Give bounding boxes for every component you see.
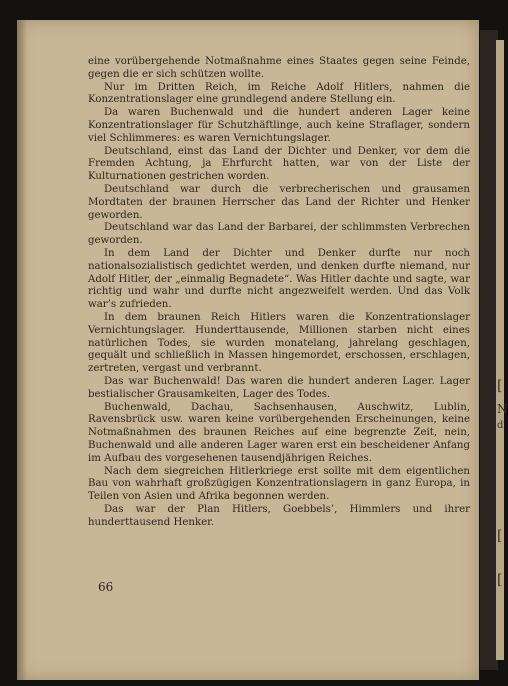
adjacent-page-glyph: [ [497,528,503,544]
paragraph: Das war Buchenwald! Das waren die hundert anderen Lager. Lager bestialischer Grausamkeiten, Lager des Todes. [88,375,470,400]
paragraph: Deutschland, einst das Land der Dichter und Denker, vor dem die Fremden Achtung, ja Ehrfurcht hatten, war von der Liste der Kulturnationen gestrichen worden. [88,145,470,183]
paragraph: Buchenwald, Dachau, Sachsenhausen, Auschwitz, Lublin, Ravensbrück usw. waren keine vorübergehenden Erscheinungen, keine Notmaßnahmen des braunen Reiches auf eine begrenzte Zeit, nein, Buchenwald und alle anderen Lager waren erst ein bescheidener Anfang im Aufbau des vorgesehenen tausendjährigen Reiches. [88,401,470,464]
adjacent-page-glyph: d [497,420,504,431]
paragraph: Deutschland war durch die verbrecherischen und grausamen Mordtaten der braunen Herrscher das Land der Richter und Henker geworden. [88,183,470,221]
paragraph: Nur im Dritten Reich, im Reiche Adolf Hitlers, nahmen die Konzentrationslager eine grundlegend andere Stellung ein. [88,81,470,106]
paragraph: Da waren Buchenwald und die hundert anderen Lager keine Konzentrationslager für Schutzhäftlinge, auch keine Straflager, sondern viel Schlimmeres: es waren Vernichtungslager. [88,107,470,144]
paragraph: In dem Land der Dichter und Denker durfte nur noch nationalsozialistisch gedichtet werden, und denken durfte niemand, nur Adolf Hitler, der „einmalig Begnadete“. Was Hitler dachte und sagte, war richtig und wahr und durfte nicht angezweifelt werden. Und das Volk war’s zufrieden. [88,247,470,311]
page-body-text [88,56,470,529]
paragraph: Das war der Plan Hitlers, Goebbels’, Himmlers und ihrer hunderttausend Henker. [88,503,470,528]
paragraph: Nach dem siegreichen Hitlerkriege erst sollte mit dem eigentlichen Bau von wahrhaft großzügigen Konzentrationslagern in ganz Europa, in Teilen von Asien und Afrika begonnen werden. [88,465,470,503]
adjacent-page-edge [496,40,504,660]
page-number: 66 [98,580,114,594]
adjacent-page-glyph: [ [497,572,503,588]
adjacent-page-glyph: [ [497,378,503,394]
paragraph: Deutschland war das Land der Barbarei, der schlimmsten Verbrechen geworden. [88,222,470,247]
paragraph: eine vorübergehende Notmaßnahme eines Staates gegen seine Feinde, gegen die er sich schützen wollte. [88,56,470,80]
adjacent-page-glyph: N [497,402,508,416]
page-gutter-shadow [17,20,27,680]
paragraph: In dem braunen Reich Hitlers waren die Konzentrationslager Vernichtungslager. Hunderttausende, Millionen starben nicht eines natürlichen Todes, sie wurden monatelang, jahrelang geschlagen, gequält und schließlich in Massen hingemordet, erschossen, erschlagen, zertreten, vergast und verbrannt. [88,311,470,375]
